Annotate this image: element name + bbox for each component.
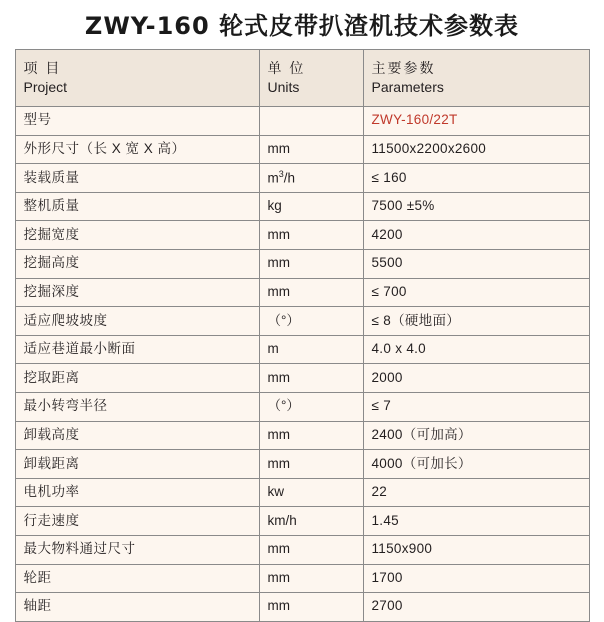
cell-unit: kg [259,192,363,221]
cell-unit: （°） [259,307,363,336]
table-row [15,535,589,564]
cell-unit: mm [259,221,363,250]
table-row [15,392,589,421]
cell-project: 挖掘高度 [15,249,259,278]
table-row [15,221,589,250]
cell-parameter: 22 [363,478,589,507]
table-row [15,249,589,278]
cell-project: 轮距 [15,564,259,593]
cell-unit: mm [259,421,363,450]
cell-unit: $m^3/h$ [259,164,363,193]
cell-parameter: ≤ 7 [363,392,589,421]
cell-parameter: 2000 [363,364,589,393]
table-row [15,107,589,136]
table-row [15,164,589,193]
cell-unit [259,107,363,136]
column-header-units-cn: 单 位 [267,60,306,77]
table-header-row [15,50,589,107]
cell-unit: mm [259,249,363,278]
table-row [15,478,589,507]
cell-unit: m [259,335,363,364]
cell-project: 挖取距离 [15,364,259,393]
cell-unit: mm [259,564,363,593]
cell-parameter: 4.0 x 4.0 [363,335,589,364]
table-row [15,450,589,479]
cell-project: 轴距 [15,593,259,622]
column-header-units-en: Units [267,79,300,95]
cell-parameter: 7500 ±5% [363,192,589,221]
cell-project: 装载质量 [15,164,259,193]
table-row [15,135,589,164]
cell-unit: mm [259,278,363,307]
cell-project: 型号 [15,107,259,136]
table-row [15,278,589,307]
table-row [15,307,589,336]
cell-unit: km/h [259,507,363,536]
cell-unit: mm [259,593,363,622]
cell-parameter: ≤ 700 [363,278,589,307]
cell-unit: mm [259,364,363,393]
cell-project: 电机功率 [15,478,259,507]
cell-parameter: ≤ 160 [363,164,589,193]
page-title: ZWY-160 轮式皮带扒渣机技术参数表 [84,12,520,40]
cell-project: 行走速度 [15,507,259,536]
cell-project: 挖掘宽度 [15,221,259,250]
cell-project: 适应爬坡坡度 [15,307,259,336]
cell-parameter: 1.45 [363,507,589,536]
column-header-project-cn: 项 目 [23,60,62,77]
table-row [15,335,589,364]
table-header [15,50,589,107]
cell-parameter: 5500 [363,249,589,278]
cell-parameter: ≤ 8（硬地面） [363,307,589,336]
cell-project: 卸载高度 [15,421,259,450]
table-row [15,421,589,450]
cell-parameter: 11500x2200x2600 [363,135,589,164]
cell-project: 最小转弯半径 [15,392,259,421]
table-row [15,364,589,393]
cell-parameter: 1150x900 [363,535,589,564]
cell-unit: mm [259,135,363,164]
table-row [15,564,589,593]
cell-parameter: ZWY-160/22T [363,107,589,136]
cell-parameter: 2400（可加高） [363,421,589,450]
cell-project: 整机质量 [15,192,259,221]
table-row [15,192,589,221]
cell-unit: mm [259,450,363,479]
table-row [15,507,589,536]
cell-parameter: 2700 [363,593,589,622]
column-header-project [15,50,259,107]
column-header-project-en: Project [23,79,68,95]
column-header-parameters-cn: 主要参数 [371,60,436,77]
cell-unit: mm [259,535,363,564]
table-body [15,107,589,622]
cell-project: 外形尺寸（长 X 宽 X 高） [15,135,259,164]
cell-parameter: 4000（可加长） [363,450,589,479]
table-row [15,593,589,622]
cell-unit: kw [259,478,363,507]
column-header-parameters [363,50,589,107]
cell-project: 适应巷道最小断面 [15,335,259,364]
column-header-units [259,50,363,107]
cell-unit: （°） [259,392,363,421]
cell-parameter: 4200 [363,221,589,250]
cell-project: 挖掘深度 [15,278,259,307]
cell-parameter: 1700 [363,564,589,593]
cell-project: 卸载距离 [15,450,259,479]
column-header-parameters-en: Parameters [371,79,444,95]
specification-table [15,49,590,622]
cell-project: 最大物料通过尺寸 [15,535,259,564]
